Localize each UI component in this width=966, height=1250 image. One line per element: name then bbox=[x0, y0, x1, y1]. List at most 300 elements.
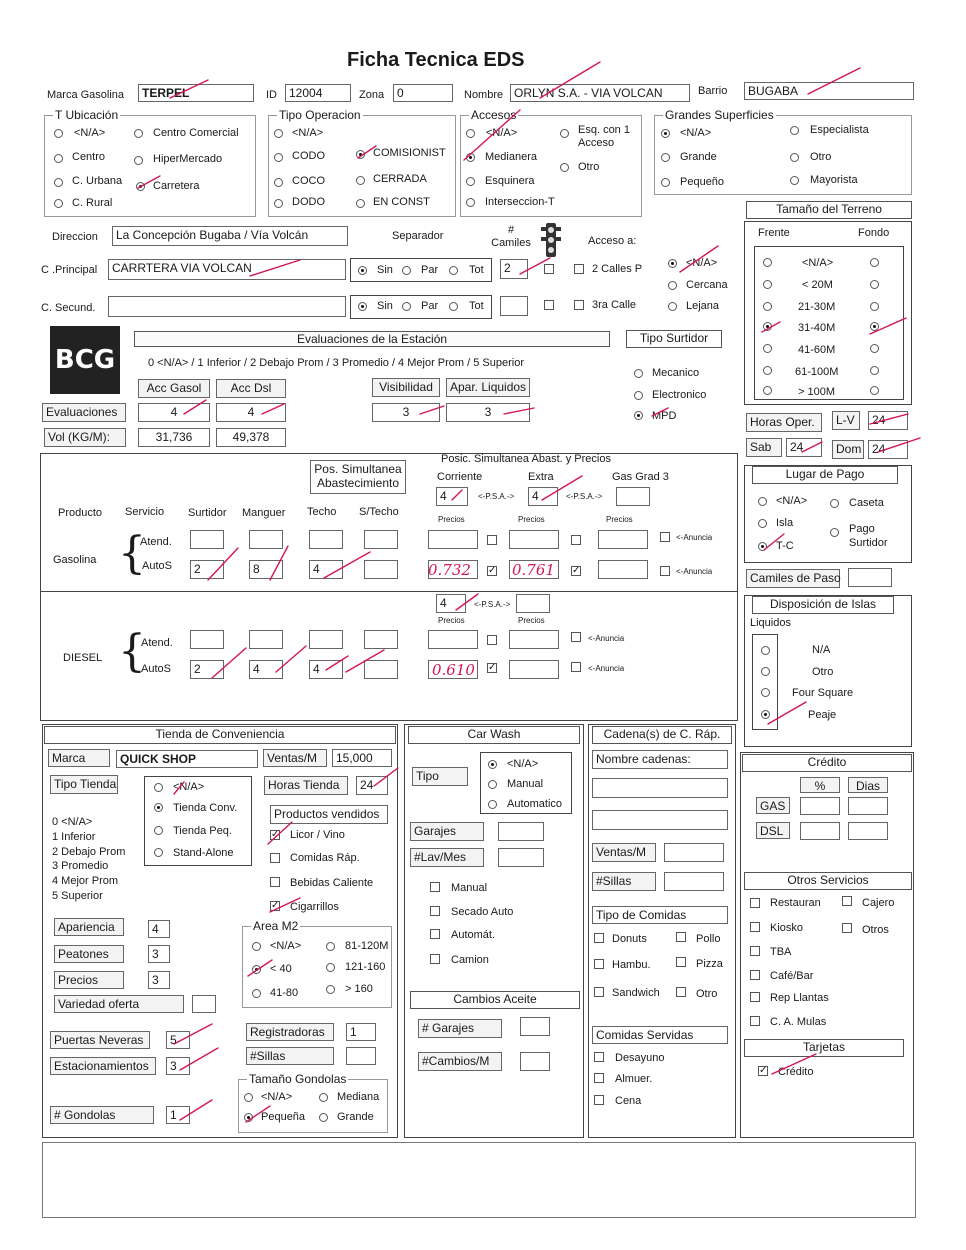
accesos-otro-radio[interactable] bbox=[560, 163, 569, 172]
servida-almuer-check[interactable] bbox=[594, 1073, 604, 1083]
precios-label-1: Precios bbox=[438, 515, 465, 524]
diesel-atend-stecho[interactable] bbox=[364, 630, 398, 649]
terreno-title: Tamaño del Terreno bbox=[746, 201, 912, 219]
servida-almuer-label: Almuer. bbox=[615, 1073, 653, 1085]
horas-oper-label: Horas Oper. bbox=[746, 413, 822, 432]
secund-3racalle-label: 3ra Calle bbox=[592, 299, 637, 311]
operacion-enconst-label: EN CONST bbox=[373, 196, 430, 208]
diesel-autos-anuncia2[interactable] bbox=[571, 662, 581, 672]
frente-60m-radio[interactable] bbox=[763, 344, 772, 353]
gasolina-atend-label: Atend. bbox=[140, 536, 172, 548]
servida-desayuno-check[interactable] bbox=[594, 1052, 604, 1062]
tienda-tipo-na-label: <N/A> bbox=[173, 781, 205, 793]
principal-par-label: Par bbox=[421, 264, 439, 276]
credito-gas-label: GAS bbox=[756, 797, 790, 814]
comida-sandwich-label: Sandwich bbox=[612, 987, 660, 999]
area-m2-title: Area M2 bbox=[253, 919, 299, 933]
ubicacion-hipermercado-radio[interactable] bbox=[134, 156, 143, 165]
diesel-atend-surtidor[interactable] bbox=[190, 630, 224, 649]
aceite-cambios-label: #Cambios/M bbox=[418, 1052, 502, 1071]
secund-sin-radio[interactable] bbox=[358, 302, 367, 311]
otros-mulas-label: C. A. Mulas bbox=[770, 1016, 827, 1028]
gondolas-count-field[interactable]: 1 bbox=[166, 1106, 190, 1124]
comida-sandwich-check[interactable] bbox=[594, 987, 604, 997]
gondolas-pequena-label: Pequeña bbox=[261, 1111, 306, 1123]
principal-camiles-check[interactable] bbox=[544, 264, 554, 274]
gs-otro-radio[interactable] bbox=[790, 153, 799, 162]
ubicacion-urbana-label: C. Urbana bbox=[72, 175, 123, 187]
credito-dsl-pct[interactable] bbox=[800, 822, 840, 840]
operacion-coco-radio[interactable] bbox=[274, 178, 283, 187]
secund-camiles-check[interactable] bbox=[544, 300, 554, 310]
gas-autos-precio3[interactable] bbox=[598, 560, 648, 579]
gas-atend-anuncia1[interactable] bbox=[487, 535, 497, 545]
c-secund-field[interactable] bbox=[108, 296, 346, 317]
tienda-scale-4: 4 Mejor Prom bbox=[52, 875, 119, 887]
isla-otro-radio[interactable] bbox=[761, 667, 770, 676]
terreno-20m-label: < 20M bbox=[802, 279, 833, 291]
gondolas-mediana-label: Mediana bbox=[337, 1091, 380, 1103]
estacionamientos-field[interactable]: 3 bbox=[166, 1057, 190, 1075]
isla-peaje-radio[interactable] bbox=[761, 710, 770, 719]
comida-pollo-label: Pollo bbox=[696, 933, 721, 945]
accesos-esq-label: Esq. con 1 Acceso bbox=[578, 124, 630, 149]
gs-pequeno-label: Pequeño bbox=[680, 176, 725, 188]
diesel-atend-precio1[interactable] bbox=[428, 630, 478, 649]
area-41-radio[interactable] bbox=[252, 989, 261, 998]
gondolas-group bbox=[238, 1072, 388, 1133]
peatones-label: Peatones bbox=[54, 945, 124, 963]
acceso-lejana-radio[interactable] bbox=[668, 302, 677, 311]
producto-comidas-label: Comidas Ráp. bbox=[290, 852, 360, 864]
pago-isla-radio[interactable] bbox=[758, 519, 767, 528]
corriente-psa-field[interactable]: 4 bbox=[436, 487, 468, 506]
servida-desayuno-label: Desayuno bbox=[615, 1052, 665, 1064]
ubicacion-centro-comercial-radio[interactable] bbox=[134, 129, 143, 138]
gs-na-radio[interactable] bbox=[661, 129, 670, 138]
frente-na-radio[interactable] bbox=[763, 258, 772, 267]
cadenas-nombre-label: Nombre cadenas: bbox=[592, 750, 728, 769]
gs-grande-radio[interactable] bbox=[661, 153, 670, 162]
cadenas-nombre-field-1[interactable] bbox=[592, 778, 728, 798]
isla-na-radio[interactable] bbox=[761, 646, 770, 655]
pago-tc-radio[interactable] bbox=[758, 542, 767, 551]
diesel-autos-precio2[interactable] bbox=[509, 660, 559, 679]
tienda-ventas-label: Ventas/M bbox=[263, 749, 327, 767]
lv-field[interactable]: 24 bbox=[868, 411, 908, 430]
gas-atend-manguer[interactable] bbox=[249, 530, 283, 549]
cadenas-sillas-field[interactable] bbox=[664, 872, 724, 891]
area-na-radio[interactable] bbox=[252, 942, 261, 951]
carwash-camion-label: Camion bbox=[451, 954, 489, 966]
fondo-20m-radio[interactable] bbox=[870, 280, 879, 289]
tienda-title: Tienda de Conveniencia bbox=[44, 726, 396, 744]
accesos-interseccion-radio[interactable] bbox=[466, 198, 475, 207]
isla-na-label: N/A bbox=[812, 644, 831, 656]
tarjetas-credito-check[interactable]: ✓ bbox=[759, 1065, 768, 1076]
neveras-label: Puertas Neveras bbox=[50, 1031, 150, 1049]
accesos-medianera-radio[interactable] bbox=[466, 153, 475, 162]
gas-autos-anuncia2[interactable]: ✓ bbox=[572, 565, 581, 576]
accesos-na-radio[interactable] bbox=[466, 129, 475, 138]
carwash-camion-check[interactable] bbox=[430, 954, 440, 964]
tienda-tipo-stand-radio[interactable] bbox=[154, 848, 163, 857]
operacion-dodo-label: DODO bbox=[292, 196, 325, 208]
terreno-100m-label: 61-100M bbox=[795, 366, 839, 378]
precios-field[interactable]: 3 bbox=[148, 971, 170, 989]
secund-tot-label: Tot bbox=[469, 300, 484, 312]
producto-licor-check[interactable]: ✓ bbox=[271, 829, 280, 840]
eval-visibilidad-field[interactable]: 3 bbox=[372, 403, 440, 422]
carwash-secado-label: Secado Auto bbox=[451, 906, 514, 918]
principal-sin-radio[interactable] bbox=[358, 266, 367, 275]
col-techo: Techo bbox=[307, 506, 337, 518]
sab-field[interactable]: 24 bbox=[786, 438, 822, 457]
producto-cigarrillos-check[interactable]: ✓ bbox=[271, 900, 280, 911]
col-stecho: S/Techo bbox=[359, 506, 399, 518]
producto-comidas-check[interactable] bbox=[270, 853, 280, 863]
gas-autos-anuncia3[interactable] bbox=[660, 566, 670, 576]
zona-field[interactable]: 0 bbox=[393, 84, 453, 102]
acc-dsl-label: Acc Dsl bbox=[216, 379, 286, 398]
visibilidad-label: Visibilidad bbox=[372, 378, 440, 397]
tienda-tipo-na-radio[interactable] bbox=[154, 783, 163, 792]
diesel-atend-manguer[interactable] bbox=[249, 630, 283, 649]
otros-cafe-check[interactable] bbox=[750, 970, 760, 980]
comida-donuts-label: Donuts bbox=[612, 933, 647, 945]
operacion-comisionist-label: COMISIONIST bbox=[373, 147, 446, 159]
gas-atend-precio2[interactable] bbox=[509, 530, 559, 549]
comida-pizza-check[interactable] bbox=[676, 957, 686, 967]
gasolina-brace: { bbox=[118, 528, 146, 579]
eval-gasol-field[interactable]: 4 bbox=[138, 403, 210, 422]
comida-pizza-label: Pizza bbox=[696, 958, 723, 970]
otros-otros-check[interactable] bbox=[842, 923, 852, 933]
tienda-tipo-conv-radio[interactable] bbox=[154, 803, 163, 812]
principal-2calles-check[interactable] bbox=[574, 264, 584, 274]
ubicacion-carretera-radio[interactable] bbox=[136, 182, 145, 191]
terreno-40m-label: 31-40M bbox=[798, 322, 836, 334]
nombre-field[interactable]: ORLYN S.A. - VIA VOLCAN bbox=[510, 84, 690, 102]
vol-gasol-field[interactable]: 31,736 bbox=[138, 428, 210, 447]
frente-100m-radio[interactable] bbox=[763, 366, 772, 375]
operacion-codo-radio[interactable] bbox=[274, 153, 283, 162]
extra-label: Extra bbox=[528, 471, 554, 483]
pago-caseta-radio[interactable] bbox=[830, 499, 839, 508]
ubicacion-na-radio[interactable] bbox=[54, 129, 63, 138]
ubicacion-centro-radio[interactable] bbox=[54, 154, 63, 163]
evaluaciones-label: Evaluaciones bbox=[42, 403, 126, 422]
tarjetas-title: Tarjetas bbox=[744, 1039, 904, 1057]
gs-pequeno-radio[interactable] bbox=[661, 178, 670, 187]
otros-servicios-title: Otros Servicios bbox=[744, 872, 912, 890]
traffic-light-icon bbox=[540, 222, 562, 258]
evaluaciones-scale: 0 <N/A> / 1 Inferior / 2 Debajo Prom / 3 Promedio / 4 Mejor Prom / 5 Superior bbox=[148, 357, 524, 369]
otros-cajero-check[interactable] bbox=[842, 896, 852, 906]
principal-camiles-field[interactable]: 2 bbox=[500, 259, 528, 279]
tienda-horas-field[interactable]: 24 bbox=[356, 776, 388, 795]
carwash-automat-check[interactable] bbox=[430, 929, 440, 939]
gas-atend-surtidor[interactable] bbox=[190, 530, 224, 549]
area-121-label: 121-160 bbox=[345, 961, 386, 973]
producto-divider bbox=[40, 591, 738, 592]
diesel-atend-techo[interactable] bbox=[309, 630, 343, 649]
pago-caseta-label: Caseta bbox=[849, 497, 884, 509]
otros-mulas-check[interactable] bbox=[750, 1016, 760, 1026]
diesel-autos-surtidor[interactable]: 2 bbox=[190, 660, 224, 679]
gas-autos-surtidor[interactable]: 2 bbox=[190, 560, 224, 579]
fondo-60m-radio[interactable] bbox=[870, 344, 879, 353]
secund-camiles-field[interactable] bbox=[500, 296, 528, 316]
credito-dsl-dias[interactable] bbox=[848, 822, 888, 840]
variedad-label: Variedad oferta bbox=[54, 995, 184, 1013]
c-principal-label: C .Principal bbox=[41, 264, 98, 276]
fondo-30m-radio[interactable] bbox=[870, 302, 879, 311]
eval-dsl-field[interactable]: 4 bbox=[216, 403, 286, 422]
tienda-tipo-conv-label: Tienda Conv. bbox=[173, 802, 238, 814]
servida-cena-check[interactable] bbox=[594, 1095, 604, 1105]
gas-autos-precio1-value: 0.732 bbox=[428, 561, 471, 579]
operacion-na-label: <N/A> bbox=[292, 127, 324, 139]
gas-autos-techo[interactable]: 4 bbox=[309, 560, 343, 579]
gas-autos-stecho[interactable] bbox=[364, 560, 398, 579]
credito-gas-dias[interactable] bbox=[848, 797, 888, 815]
comida-pollo-check[interactable] bbox=[676, 932, 686, 942]
notes-area[interactable] bbox=[42, 1142, 916, 1218]
corriente-label: Corriente bbox=[437, 471, 483, 483]
aceite-cambios-field[interactable] bbox=[520, 1052, 550, 1071]
fondo-mas100m-radio[interactable] bbox=[870, 386, 879, 395]
gas-atend-anuncia3[interactable] bbox=[660, 532, 670, 542]
gas-atend-precio3[interactable] bbox=[598, 530, 648, 549]
diesel-autos-precio1-value: 0.610 bbox=[432, 661, 475, 679]
secund-tot-radio[interactable] bbox=[449, 302, 458, 311]
gas3-psa-field[interactable] bbox=[616, 487, 650, 506]
col-manguer: Manguer bbox=[242, 507, 286, 519]
operacion-comisionist-radio[interactable] bbox=[356, 150, 365, 159]
accesos-esquinera-radio[interactable] bbox=[466, 177, 475, 186]
carwash-lav-field[interactable] bbox=[498, 848, 544, 867]
gs-mayorista-label: Mayorista bbox=[810, 174, 858, 186]
carwash-secado-check[interactable] bbox=[430, 906, 440, 916]
marca-field[interactable]: TERPEL bbox=[138, 84, 254, 102]
diesel-autos-manguer[interactable]: 4 bbox=[249, 660, 283, 679]
ubicacion-centro-label: Centro bbox=[72, 151, 106, 163]
otros-llantas-check[interactable] bbox=[750, 992, 760, 1002]
apariencia-label: Apariencia bbox=[54, 918, 124, 936]
pago-surtidor-radio[interactable] bbox=[830, 528, 839, 537]
area-40-radio[interactable] bbox=[252, 965, 261, 974]
fondo-100m-radio[interactable] bbox=[870, 366, 879, 375]
principal-par-radio[interactable] bbox=[402, 266, 411, 275]
frente-40m-radio[interactable] bbox=[763, 322, 772, 331]
registradoras-field[interactable]: 1 bbox=[346, 1023, 376, 1041]
secund-3racalle-check[interactable] bbox=[574, 300, 584, 310]
surtidor-electronico-radio[interactable] bbox=[634, 391, 643, 400]
diesel-atend-precio2[interactable] bbox=[509, 630, 559, 649]
disposicion-title: Disposición de Islas bbox=[752, 596, 894, 614]
tienda-tipo-peq-radio[interactable] bbox=[154, 826, 163, 835]
operacion-na-radio[interactable] bbox=[274, 129, 283, 138]
col-servicio: Servicio bbox=[125, 506, 165, 518]
gs-grande-label: Grande bbox=[680, 151, 717, 163]
accesos-esquinera-label: Esquinera bbox=[485, 175, 535, 187]
barrio-field[interactable]: BUGABA bbox=[744, 82, 914, 100]
comida-otro-check[interactable] bbox=[676, 987, 686, 997]
diesel-psa-field-2[interactable] bbox=[516, 594, 550, 613]
acceso-na-label: <N/A> bbox=[686, 257, 718, 269]
otros-tba-check[interactable] bbox=[750, 946, 760, 956]
comida-donuts-check[interactable] bbox=[594, 933, 604, 943]
surtidor-mecanico-radio[interactable] bbox=[634, 369, 643, 378]
accesos-otro-label: Otro bbox=[578, 161, 600, 173]
carwash-manual-check[interactable] bbox=[430, 882, 440, 892]
pago-tc-label: T-C bbox=[776, 540, 794, 552]
cadenas-nombre-field-2[interactable] bbox=[592, 810, 728, 830]
principal-2calles-label: 2 Calles P bbox=[592, 263, 643, 275]
otros-tba-label: TBA bbox=[770, 946, 792, 958]
tienda-sillas-field[interactable] bbox=[346, 1047, 376, 1065]
principal-tot-radio[interactable] bbox=[449, 266, 458, 275]
extra-psa-field[interactable]: 4 bbox=[528, 487, 558, 506]
dom-field[interactable]: 24 bbox=[868, 440, 908, 459]
col-surtidor: Surtidor bbox=[188, 507, 227, 519]
surtidor-mpd-label: MPD bbox=[652, 410, 677, 422]
carwash-na-radio[interactable] bbox=[488, 760, 497, 769]
otros-kiosko-check[interactable] bbox=[750, 922, 760, 932]
comida-otro-label: Otro bbox=[696, 988, 718, 1000]
gs-especialista-radio[interactable] bbox=[790, 126, 799, 135]
fondo-na-radio[interactable] bbox=[870, 258, 879, 267]
terreno-60m-label: 41-60M bbox=[798, 344, 836, 356]
otros-restauran-check[interactable] bbox=[750, 898, 760, 908]
ubicacion-title: T Ubicación bbox=[55, 108, 119, 122]
carwash-manual-label: Manual bbox=[507, 778, 544, 790]
frente-mas100m-radio[interactable] bbox=[763, 386, 772, 395]
tarjetas-credito-label: Crédito bbox=[778, 1066, 814, 1078]
gas-autos-anuncia1[interactable]: ✓ bbox=[488, 565, 497, 576]
c-principal-field[interactable]: CARRTERA VIA VOLCAN bbox=[108, 259, 346, 280]
producto-licor-label: Licor / Vino bbox=[290, 829, 345, 841]
gas-autos-manguer[interactable]: 8 bbox=[249, 560, 283, 579]
credito-pct-label: % bbox=[800, 777, 840, 793]
principal-sin-label: Sin bbox=[377, 264, 393, 276]
accesos-esq-radio[interactable] bbox=[560, 129, 569, 138]
servida-cena-label: Cena bbox=[615, 1095, 642, 1107]
neveras-field[interactable]: 5 bbox=[166, 1031, 190, 1049]
frente-30m-radio[interactable] bbox=[763, 302, 772, 311]
diesel-psa-field[interactable]: 4 bbox=[436, 594, 466, 613]
tipo-surtidor-title: Tipo Surtidor bbox=[626, 330, 722, 348]
diesel-autos-stecho[interactable] bbox=[364, 660, 398, 679]
ubicacion-urbana-radio[interactable] bbox=[54, 178, 63, 187]
variedad-field[interactable] bbox=[192, 995, 216, 1013]
gas-atend-precio1[interactable] bbox=[428, 530, 478, 549]
gas-atend-stecho[interactable] bbox=[364, 530, 398, 549]
aceite-garajes-field[interactable] bbox=[520, 1017, 550, 1036]
acceso-a-label: Acceso a: bbox=[588, 235, 637, 247]
gondolas-pequena-radio[interactable] bbox=[244, 1113, 253, 1122]
carwash-garajes-field[interactable] bbox=[498, 822, 544, 841]
acceso-lejana-label: Lejana bbox=[686, 300, 720, 312]
disposicion-liquidos-label: Liquidos bbox=[750, 617, 791, 629]
acceso-na-radio[interactable] bbox=[668, 259, 677, 268]
producto-bebidas-check[interactable] bbox=[270, 877, 280, 887]
operacion-cerrada-radio[interactable] bbox=[356, 176, 365, 185]
carwash-automatico-radio[interactable] bbox=[488, 800, 497, 809]
bcg-logo: BCG bbox=[50, 326, 120, 394]
tienda-tipo-label: Tipo Tienda bbox=[50, 775, 118, 794]
credito-gas-pct[interactable] bbox=[800, 797, 840, 815]
eval-apar-field[interactable]: 3 bbox=[446, 403, 530, 422]
gondolas-mediana-radio[interactable] bbox=[319, 1093, 328, 1102]
tienda-sillas-label: #Sillas bbox=[246, 1047, 334, 1065]
fondo-40m-radio[interactable] bbox=[870, 322, 879, 331]
gs-mayorista-radio[interactable] bbox=[790, 176, 799, 185]
diesel-atend-anuncia2[interactable] bbox=[571, 632, 581, 642]
pago-na-radio[interactable] bbox=[758, 497, 767, 506]
diesel-atend-anuncia1[interactable] bbox=[487, 635, 497, 645]
tienda-marca-field[interactable]: QUICK SHOP bbox=[116, 750, 258, 768]
frente-20m-radio[interactable] bbox=[763, 280, 772, 289]
lugar-pago-title: Lugar de Pago bbox=[752, 466, 898, 484]
terreno-fondo-label: Fondo bbox=[858, 227, 890, 239]
cadenas-ventas-field[interactable] bbox=[664, 843, 724, 862]
id-field[interactable]: 12004 bbox=[285, 84, 351, 102]
gondolas-grande-radio[interactable] bbox=[319, 1113, 328, 1122]
cadenas-ventas-label: Ventas/M bbox=[592, 843, 656, 862]
terreno-frente-label: Frente bbox=[758, 227, 790, 239]
direccion-field[interactable]: La Concepción Bugaba / Vía Volcán bbox=[112, 226, 348, 246]
camiles-label: # Camiles bbox=[491, 224, 531, 249]
peatones-field[interactable]: 3 bbox=[148, 945, 170, 963]
tienda-ventas-field[interactable]: 15,000 bbox=[332, 749, 392, 767]
tienda-horas-label: Horas Tienda bbox=[264, 776, 348, 795]
secund-par-radio[interactable] bbox=[402, 302, 411, 311]
comida-hambu-check[interactable] bbox=[594, 959, 604, 969]
operacion-enconst-radio[interactable] bbox=[356, 199, 365, 208]
gondolas-na-radio[interactable] bbox=[244, 1093, 253, 1102]
vol-dsl-field[interactable]: 49,378 bbox=[216, 428, 286, 447]
diesel-autos-techo[interactable]: 4 bbox=[309, 660, 343, 679]
precios-label: Precios bbox=[54, 971, 124, 989]
diesel-precios-label-1: Precios bbox=[438, 616, 465, 625]
camiles-paso-field[interactable] bbox=[848, 568, 892, 587]
producto-bebidas-label: Bebidas Caliente bbox=[290, 877, 374, 889]
diesel-psa-label: <-P.S.A.-> bbox=[474, 600, 511, 609]
carwash-manual-radio[interactable] bbox=[488, 780, 497, 789]
ubicacion-rural-label: C. Rural bbox=[72, 197, 113, 209]
operacion-dodo-radio[interactable] bbox=[274, 199, 283, 208]
isla-four-square-radio[interactable] bbox=[761, 688, 770, 697]
tienda-scale-1: 1 Inferior bbox=[52, 831, 96, 843]
apariencia-field[interactable]: 4 bbox=[148, 920, 170, 938]
acceso-cercana-radio[interactable] bbox=[668, 281, 677, 290]
pos-simultanea-label: Pos. Simultanea Abastecimiento bbox=[310, 460, 406, 494]
area-160-radio[interactable] bbox=[326, 985, 335, 994]
ubicacion-rural-radio[interactable] bbox=[54, 199, 63, 208]
accesos-title: Accesos bbox=[471, 108, 517, 122]
area-121-radio[interactable] bbox=[326, 963, 335, 972]
isla-otro-label: Otro bbox=[812, 666, 834, 678]
separador-label: Separador bbox=[392, 230, 444, 242]
area-81-radio[interactable] bbox=[326, 942, 335, 951]
gas-atend-techo[interactable] bbox=[309, 530, 343, 549]
gas-atend-anuncia2[interactable] bbox=[571, 535, 581, 545]
surtidor-mpd-radio[interactable] bbox=[634, 411, 643, 420]
tienda-scale-3: 3 Promedio bbox=[52, 860, 109, 872]
diesel-autos-anuncia1[interactable]: ✓ bbox=[488, 662, 497, 673]
